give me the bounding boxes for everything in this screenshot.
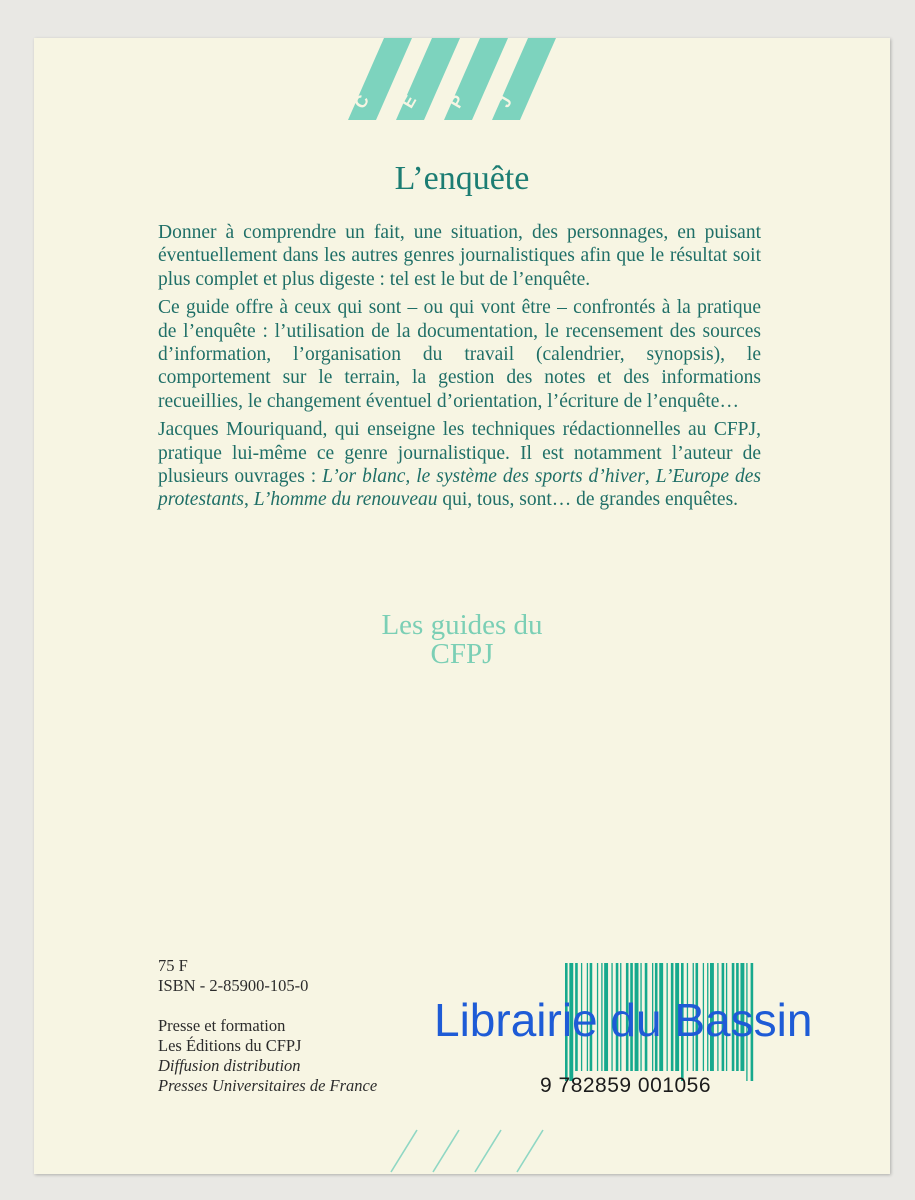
blurb-paragraph-2: Ce guide offre à ceux qui sont – ou qui vont être – confrontés à la pratique de l’enquête : l’utilisation de la documentation, le recensement des sources d’information, l’organisation du travail (calendrier, synopsis), le comportement sur le terrain, la gestion des notes et des informations recueillies, le changement éventuel d’orientation, l’écriture de l’enquête… [158, 297, 761, 412]
logo-letter-p: P [446, 92, 469, 112]
book-back-cover [34, 38, 890, 1174]
stripe-line [433, 1130, 459, 1172]
book-title-1: L’or blanc, le système des sports d’hiver [322, 466, 645, 488]
book-title: L’enquête [394, 160, 530, 197]
bottom-stripes-decoration [379, 1128, 569, 1174]
logo-letter-e: E [398, 92, 421, 112]
logo-letter-j: J [494, 92, 516, 111]
series-line-2: CFPJ [430, 638, 494, 670]
logo-letter-c: C [350, 91, 374, 112]
separator: , [644, 466, 656, 488]
blurb [158, 221, 761, 517]
colophon [158, 956, 377, 1096]
stripe-line [517, 1130, 543, 1172]
watermark: Librairie du Bassin [434, 994, 813, 1046]
publisher-line-1: Presse et formation [158, 1016, 286, 1035]
price: 75 F [158, 956, 188, 975]
isbn: ISBN - 2-85900-105-0 [158, 976, 309, 995]
blurb-paragraph-1: Donner à comprendre un fait, une situation, des personnages, en puisant éventuellement dans les autres genres journalistiques afin que le résultat soit plus complet et plus digeste : tel est le but de l’enquête. [158, 222, 761, 290]
separator: , [243, 489, 254, 511]
distribution-line-2: Presses Universitaires de France [158, 1076, 378, 1095]
stripe-line [391, 1130, 417, 1172]
blurb-paragraph-3 [158, 418, 761, 512]
book-title-2: L’Europe des protestants [158, 466, 762, 511]
stripe-line [475, 1130, 501, 1172]
series-line-1: Les guides du [381, 609, 543, 641]
barcode-digits: 9 782859 001056 [540, 1074, 711, 1097]
book-title-3: L’homme du renouveau [253, 489, 438, 511]
distribution-line-1: Diffusion distribution [158, 1056, 301, 1075]
series-name [34, 611, 890, 669]
author-intro: Jacques Mouriquand, qui enseigne les techniques rédactionnelles au CFPJ, pratique lui-même ce genre journalistique. Il est notamment l’auteur de plusieurs ouvrages : [158, 419, 761, 488]
publisher-line-2: Les Éditions du CFPJ [158, 1036, 302, 1055]
author-outro: qui, tous, sont… de grandes enquêtes. [437, 489, 739, 511]
